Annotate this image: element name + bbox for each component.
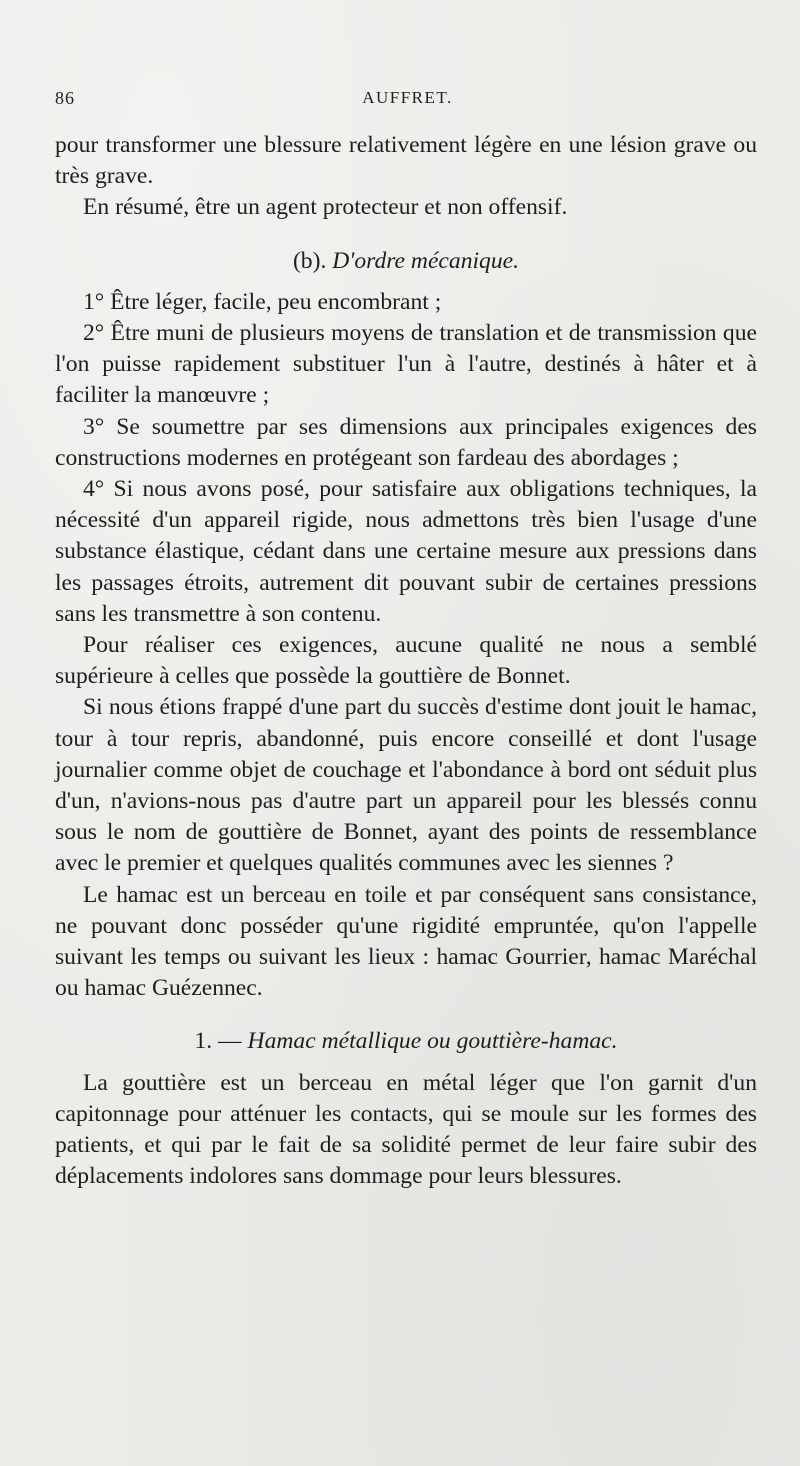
list-item-4: 4° Si nous avons posé, pour satisfaire aux obligations techniques, la nécessité d'un appareil rigide, nous admettons très bien l'usage d'une substance élastique, cédant dans une certaine mesure aux pressions dans les passages étroits, autrement dit pouvant subir de certaines pressions sans les transmettre à son contenu. (55, 476, 757, 627)
running-head: AUFFRET. (362, 88, 453, 107)
section-heading-1 (55, 1026, 757, 1057)
section-heading-1-title: Hamac métallique ou gouttière-hamac. (247, 1028, 618, 1055)
paragraph-exigences: Pour réaliser ces exigences, aucune qualité ne nous a semblé supérieure à celles que possède la gouttière de Bonnet. (55, 632, 757, 690)
page-header (55, 88, 760, 112)
paragraph-hamac-succes: Si nous étions frappé d'une part du succès d'estime dont jouit le hamac, tour à tour repris, abandonné, puis encore conseillé et dont l'usage journalier comme objet de couchage et l'abondance à bord ont séduit plus d'un, n'avions-nous pas d'autre part un appareil pour les blessés connu sous le nom de gouttière de Bonnet, ayant des points de ressemblance avec le premier et quelques qualités communes avec les siennes ? (55, 694, 757, 877)
paragraph-summary: En résumé, être un agent protecteur et non offensif. (83, 194, 568, 221)
section-heading-b-title: D'ordre mécanique. (332, 247, 520, 274)
body-text (55, 130, 757, 1193)
paragraph-hamac-berceau: Le hamac est un berceau en toile et par conséquent sans consistance, ne pouvant donc posséder qu'une rigidité empruntée, qu'on l'appelle suivant les temps ou suivant les lieux : hamac Gourrier, hamac Maréchal ou hamac Guézennec. (55, 881, 757, 1002)
paragraph-gouttiere: La gouttière est un berceau en métal léger que l'on garnit d'un capitonnage pour atténuer les contacts, qui se moule sur les formes des patients, et qui par le fait de sa solidité permet de leur faire subir des déplacements indolores sans dommage pour leurs blessures. (55, 1069, 757, 1190)
list-item-2: 2° Être muni de plusieurs moyens de translation et de transmission que l'on puisse rapidement substituer l'un à l'autre, destinés à hâter et à faciliter la manœuvre ; (55, 320, 757, 409)
page-number: 86 (55, 88, 75, 108)
section-heading-b-prefix: (b). (292, 247, 333, 274)
list-item-3: 3° Se soumettre par ses dimensions aux principales exigences des constructions modernes en protégeant son fardeau des abordages ; (55, 413, 757, 471)
section-heading-b (55, 246, 757, 277)
list-item-1: 1° Être léger, facile, peu encombrant ; (83, 288, 442, 315)
section-heading-1-prefix: 1. — (194, 1028, 248, 1055)
paragraph-continuation: pour transformer une blessure relativement légère en une lésion grave ou très grave. (55, 132, 757, 190)
